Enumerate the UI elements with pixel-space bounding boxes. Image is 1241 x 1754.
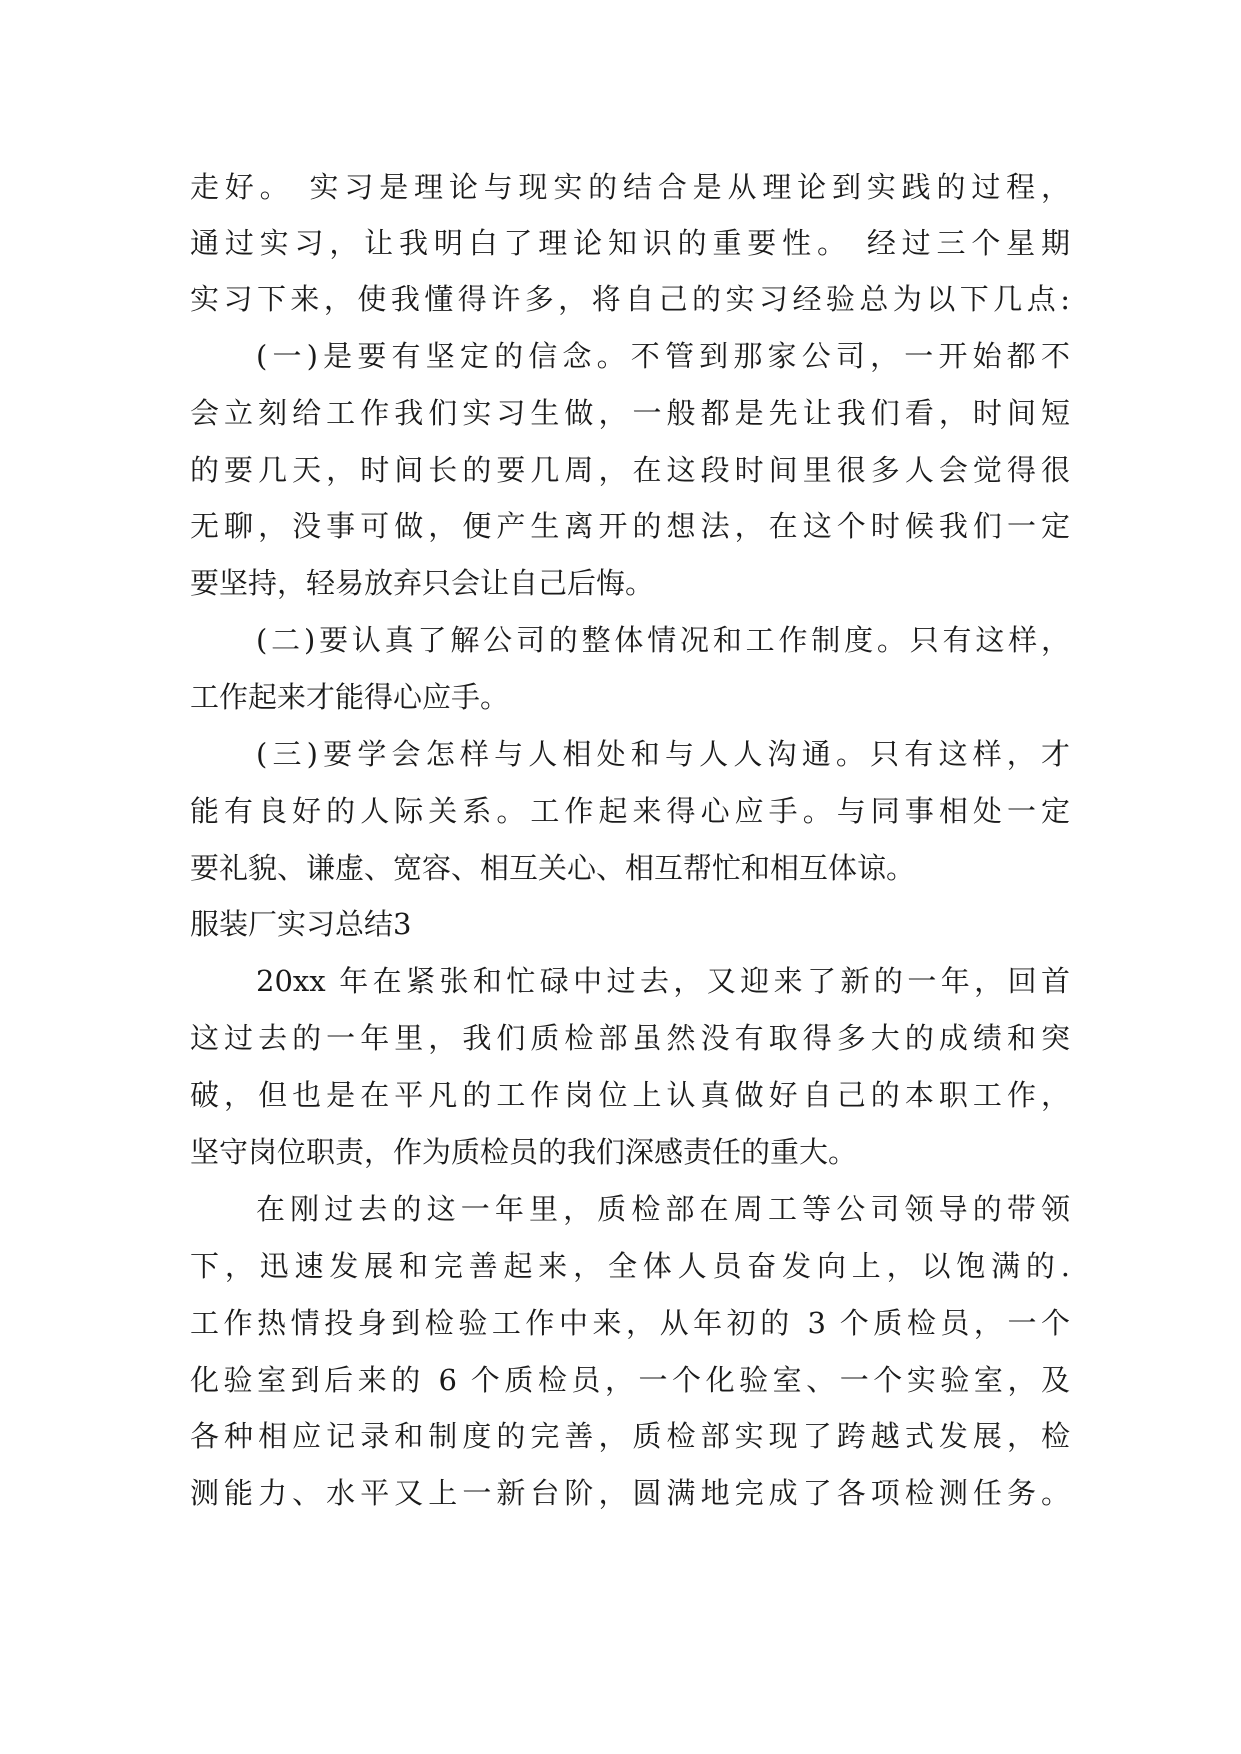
text-line: 这过去的一年里，我们质检部虽然没有取得多大的成绩和突 (190, 1021, 1070, 1055)
text-line: 实习下来，使我懂得许多，将自己的实习经验总为以下几点: (190, 282, 1070, 316)
text-line: 要礼貌、谦虚、宽容、相互关心、相互帮忙和相互体谅。 (190, 851, 916, 885)
text-line: 能有良好的人际关系。工作起来得心应手。与同事相处一定 (190, 794, 1070, 828)
text-line: 化验室到后来的 6 个质检员，一个化验室、一个实验室，及 (190, 1363, 1070, 1397)
text-line: 下，迅速发展和完善起来，全体人员奋发向上，以饱满的. (190, 1249, 1070, 1283)
text-line: 无聊，没事可做，便产生离开的想法，在这个时候我们一定 (190, 509, 1070, 543)
text-line: 的要几天，时间长的要几周，在这段时间里很多人会觉得很 (190, 453, 1070, 487)
text-line: 走好。 实习是理论与现实的结合是从理论到实践的过程， (190, 170, 1070, 204)
text-line: 会立刻给工作我们实习生做，一般都是先让我们看，时间短 (190, 396, 1070, 430)
section-heading: 服装厂实习总结3 (190, 907, 412, 941)
text-line: 工作热情投身到检验工作中来，从年初的 3 个质检员，一个 (190, 1306, 1070, 1340)
text-line: 工作起来才能得心应手。 (190, 680, 510, 714)
text-line: (二)要认真了解公司的整体情况和工作制度。只有这样， (256, 623, 1070, 657)
text-line: 各种相应记录和制度的完善，质检部实现了跨越式发展，检 (190, 1419, 1070, 1453)
text-line: (一)是要有坚定的信念。不管到那家公司，一开始都不 (256, 339, 1070, 373)
text-line: 破，但也是在平凡的工作岗位上认真做好自己的本职工作， (190, 1078, 1070, 1112)
text-line: 坚守岗位职责，作为质检员的我们深感责任的重大。 (190, 1135, 858, 1169)
text-line: 20xx 年在紧张和忙碌中过去，又迎来了新的一年，回首 (256, 964, 1070, 998)
text-line: 要坚持，轻易放弃只会让自己后悔。 (190, 566, 655, 600)
text-line: 通过实习，让我明白了理论知识的重要性。 经过三个星期 (190, 226, 1070, 260)
text-line: 在刚过去的这一年里，质检部在周工等公司领导的带领 (256, 1192, 1070, 1226)
text-line: (三)要学会怎样与人相处和与人人沟通。只有这样，才 (256, 737, 1070, 771)
text-line: 测能力、水平又上一新台阶，圆满地完成了各项检测任务。 (190, 1476, 1070, 1510)
